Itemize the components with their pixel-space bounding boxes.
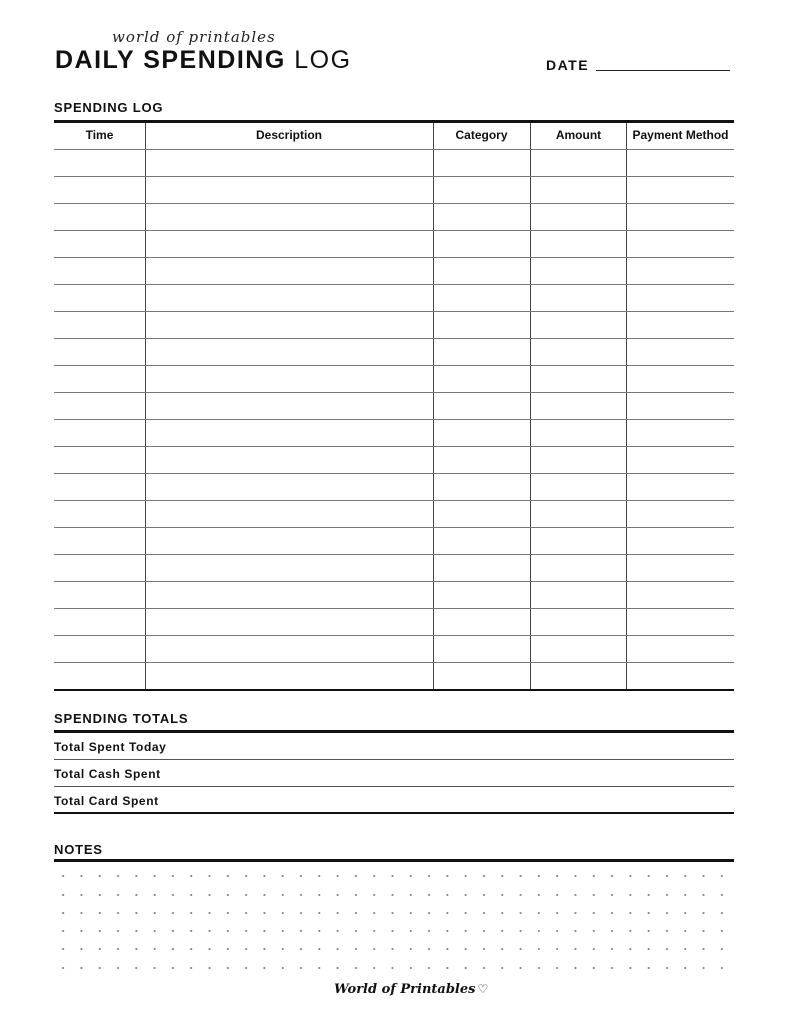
- notes-dot-row[interactable]: [54, 912, 738, 914]
- page-title-bold: DAILY SPENDING: [55, 46, 286, 74]
- table-row[interactable]: [54, 285, 734, 311]
- table-row[interactable]: [54, 582, 734, 608]
- notes-dot-row[interactable]: [54, 894, 738, 896]
- table-row[interactable]: [54, 339, 734, 365]
- notes-dot-row[interactable]: [54, 930, 738, 932]
- table-row[interactable]: [54, 177, 734, 203]
- notes-dot-row[interactable]: [54, 967, 738, 969]
- table-row[interactable]: [54, 231, 734, 257]
- page-title: [55, 46, 352, 75]
- column-header-amount: Amount: [555, 128, 602, 142]
- total-label: Total Cash Spent: [54, 767, 161, 781]
- table-row[interactable]: [54, 258, 734, 284]
- date-field-line[interactable]: [596, 70, 730, 71]
- table-row[interactable]: [54, 663, 734, 689]
- table-row[interactable]: [54, 420, 734, 446]
- column-header-payment-method: Payment Method: [632, 128, 729, 142]
- spending-totals-title: SPENDING TOTALS: [54, 711, 189, 726]
- table-row[interactable]: [54, 150, 734, 176]
- table-row[interactable]: [54, 204, 734, 230]
- notes-title: NOTES: [54, 842, 103, 857]
- total-row-card-spent[interactable]: [54, 787, 734, 814]
- table-row[interactable]: [54, 555, 734, 581]
- spending-log-title: SPENDING LOG: [54, 100, 164, 115]
- table-row[interactable]: [54, 474, 734, 500]
- column-header-time: Time: [85, 128, 114, 142]
- brand-script-logo: world of printables: [112, 28, 276, 46]
- table-row[interactable]: [54, 501, 734, 527]
- notes-dot-row[interactable]: [54, 875, 738, 877]
- column-header-category: Category: [455, 128, 508, 142]
- date-label: DATE: [546, 57, 590, 73]
- table-row[interactable]: [54, 636, 734, 662]
- table-row[interactable]: [54, 609, 734, 635]
- table-row[interactable]: [54, 393, 734, 419]
- total-label: Total Spent Today: [54, 740, 167, 754]
- notes-rule: [54, 859, 734, 862]
- table-row[interactable]: [54, 447, 734, 473]
- total-row-spent-today[interactable]: [54, 733, 734, 760]
- notes-dot-row[interactable]: [54, 948, 738, 950]
- spending-log-table: [54, 123, 734, 691]
- footer-brand-text: World of Printables: [334, 982, 476, 997]
- heart-icon: ♡: [477, 982, 489, 996]
- column-header-description: Description: [255, 128, 322, 142]
- page-title-light: LOG: [294, 46, 352, 74]
- footer-brand-logo: [334, 982, 488, 997]
- total-label: Total Card Spent: [54, 794, 159, 808]
- table-row[interactable]: [54, 366, 734, 392]
- table-row[interactable]: [54, 312, 734, 338]
- table-row[interactable]: [54, 528, 734, 554]
- total-row-cash-spent[interactable]: [54, 760, 734, 787]
